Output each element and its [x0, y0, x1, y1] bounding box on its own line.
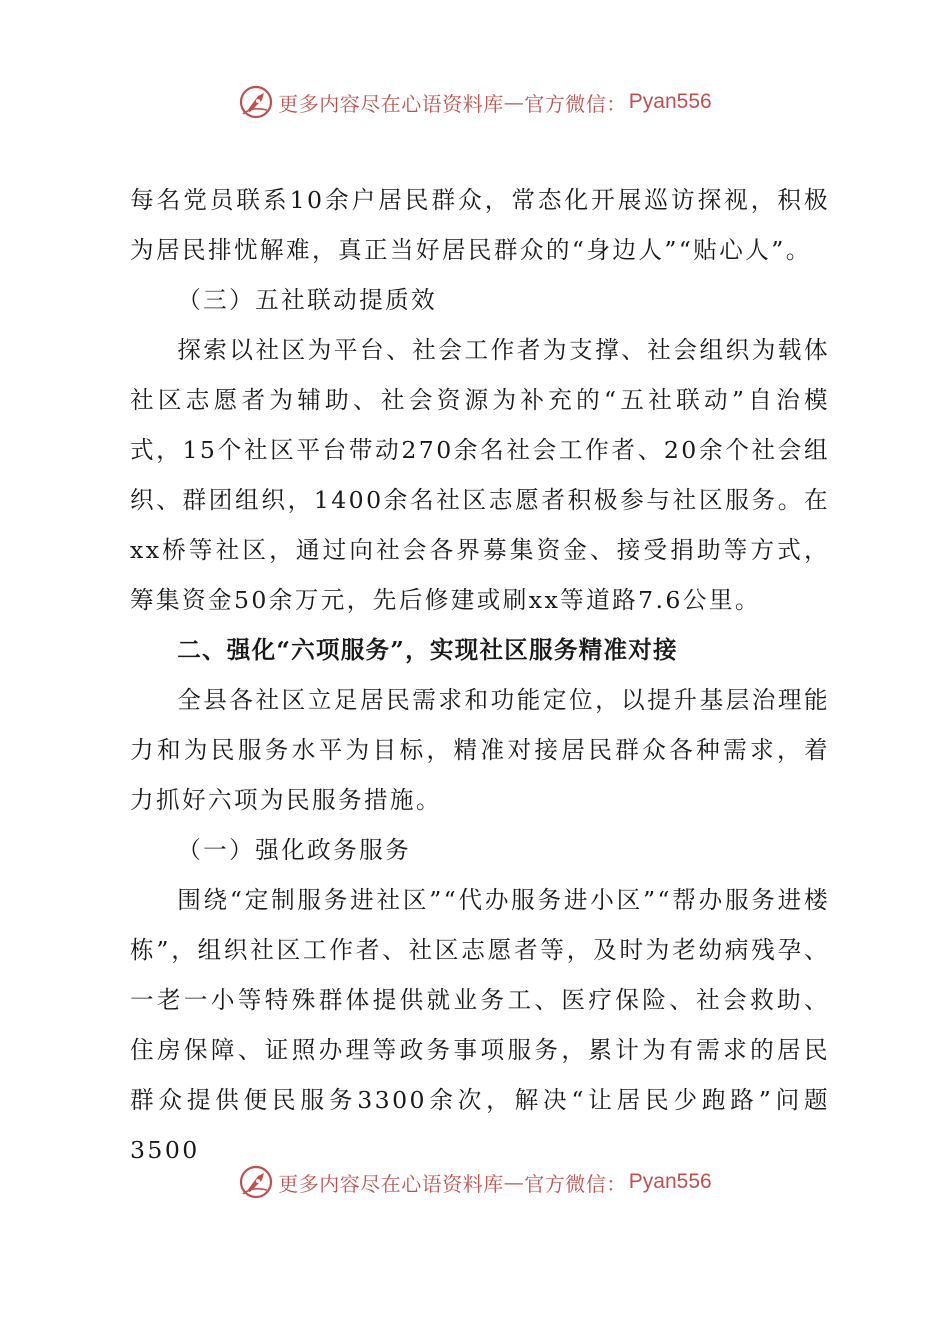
paragraph-section-intro: 全县各社区立足居民需求和功能定位，以提升基层治理能力和为民服务水平为目标，精准对接居民群众各种需求，着力抓好六项为民服务措施。 — [130, 686, 830, 814]
banner-wechat-id: Pyan556 — [628, 1170, 712, 1193]
banner-text: 更多内容尽在心语资料库 — [278, 91, 504, 116]
banner-separator: — — [503, 1170, 525, 1194]
pen-nib-logo-icon — [238, 84, 274, 120]
section-heading-two: 二、强化“六项服务”，实现社区服务精准对接 — [177, 636, 678, 664]
paragraph-government-services: 围绕“定制服务进社区”“代办服务进小区”“帮办服务进楼栋”，组织社区工作者、社区志愿者等，及时为老幼病残孕、一老一小等特殊群体提供就业务工、医疗保险、社会救助、住房保障、证照办理等政务事项服务，累计为有需求的居民群众提供便民服务3300余次，解决“让居民少跑路”问题3500 — [130, 886, 830, 1164]
footer-watermark-banner — [0, 1162, 950, 1202]
banner-text: 更多内容尽在心语资料库 — [278, 1171, 504, 1196]
pen-nib-logo-icon — [238, 1164, 274, 1200]
banner-wechat-id: Pyan556 — [628, 90, 712, 113]
document-body — [130, 175, 830, 1175]
paragraph-five-society: 探索以社区为平台、社会工作者为支撑、社会组织为载体社区志愿者为辅助、社会资源为补充的“五社联动”自治模式，15个社区平台带动270余名社会工作者、20余个社会组织、群团组织，1400余名社区志愿者积极参与社区服务。在xx桥等社区，通过向社会各界募集资金、接受捐助等方式，筹集资金50余万元，先后修建或刷xx等道路7.6公里。 — [130, 336, 830, 614]
header-watermark-banner — [0, 82, 950, 122]
banner-label: 官方微信： — [524, 91, 627, 116]
banner-label: 官方微信： — [524, 1171, 627, 1196]
banner-separator: — — [503, 90, 525, 114]
subheading-five-society: （三）五社联动提质效 — [177, 286, 438, 314]
paragraph-continuation: 每名党员联系10余户居民群众，常态化开展巡访探视，积极为居民排忧解难，真正当好居民群众的“身边人”“贴心人”。 — [130, 186, 830, 264]
subheading-government-services: （一）强化政务服务 — [177, 836, 412, 864]
